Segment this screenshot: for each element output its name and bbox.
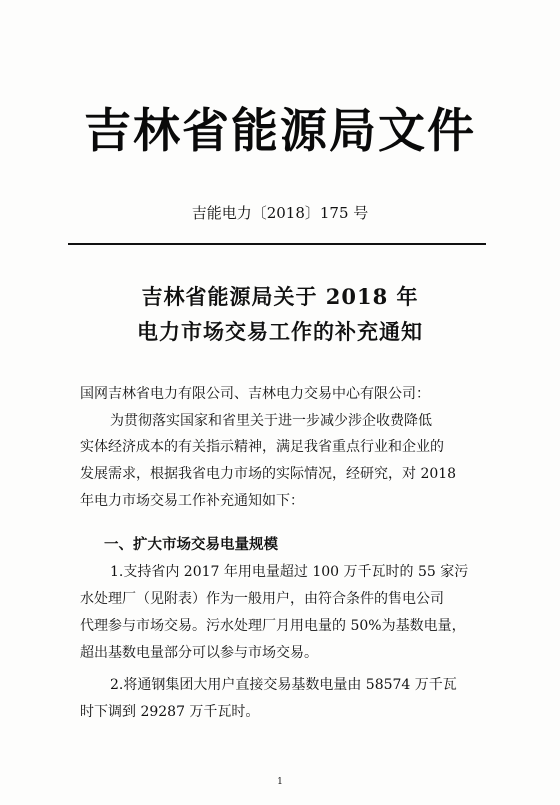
- item-1-line: 1.支持省内 2017 年用电量超过 100 万千瓦时的 55 家污: [110, 564, 469, 580]
- item-1-line: 超出基数电量部分可以参与市场交易。: [80, 645, 318, 661]
- item-2-line: 2.将通钢集团大用户直接交易基数电量由 58574 万千瓦: [110, 677, 457, 693]
- header-divider: [68, 243, 486, 245]
- intro-line: 发展需求，根据我省电力市场的实际情况，经研究，对 2018: [80, 466, 457, 482]
- document-number: 吉能电力〔2018〕175 号: [191, 204, 369, 222]
- page-number: 1: [277, 777, 283, 787]
- item-1-line: 代理参与市场交易。污水处理厂月用电量的 50%为基数电量，: [80, 618, 466, 634]
- intro-line: 年电力市场交易工作补充通知如下：: [80, 493, 304, 509]
- intro-line: 为贯彻落实国家和省里关于进一步减少涉企收费降低: [110, 413, 432, 429]
- intro-line: 实体经济成本的有关指示精神，满足我省重点行业和企业的: [80, 439, 444, 455]
- section-heading: 一、扩大市场交易电量规模: [104, 537, 278, 553]
- item-1-line: 水处理厂（见附表）作为一般用户，由符合条件的售电公司: [80, 591, 444, 607]
- item-2-line: 时下调到 29287 万千瓦时。: [80, 704, 260, 720]
- issuing-authority-title: 吉林省能源局文件: [84, 104, 476, 159]
- notice-title-line-1: 吉林省能源局关于 2018 年: [141, 284, 419, 309]
- addressee: 国网吉林省电力有限公司、吉林电力交易中心有限公司：: [80, 386, 430, 402]
- notice-title-line-2: 电力市场交易工作的补充通知: [137, 319, 423, 344]
